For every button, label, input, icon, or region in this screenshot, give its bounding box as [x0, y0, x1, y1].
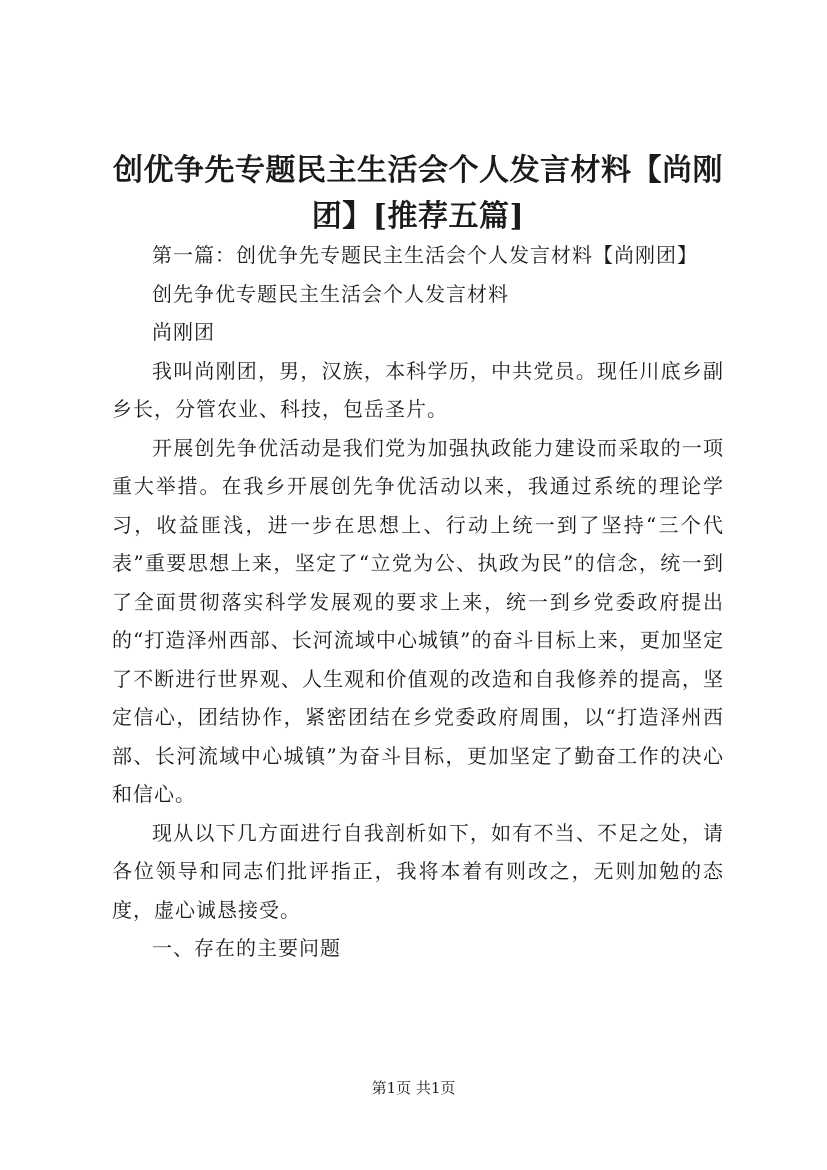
paragraph-main: 开展创先争优活动是我们党为加强执政能力建设而采取的一项重大举措。在我乡开展创先争优活动以来，我通过系统的理论学习，收益匪浅，进一步在思想上、行动上统一到了坚持“三个代表”重要思想上来，坚定了“立党为公、执政为民”的信念，统一到了全面贯彻落实科学发展观的要求上来，统一到乡党委政府提出的“打造泽州西部、长河流域中心城镇”的奋斗目标上来，更加坚定了不断进行世界观、人生观和价值观的改造和自我修养的提高，坚定信心，团结协作，紧密团结在乡党委政府周围，以“打造泽州西部、长河流域中心城镇”为奋斗目标，更加坚定了勤奋工作的决心和信心。	[112, 435, 724, 806]
author-name: 尚刚团	[152, 320, 215, 344]
paragraph-self-analysis: 现从以下几方面进行自我剖析如下，如有不当、不足之处，请各位领导和同志们批评指正，我将本着有则改之，无则加勉的态度，虚心诚恳接受。	[112, 820, 724, 922]
subtitle: 创先争优专题民主生活会个人发言材料	[152, 281, 509, 306]
page-footer: 第1页 共1页	[371, 1079, 456, 1097]
section-heading: 第一篇：创优争先专题民主生活会个人发言材料【尚刚团】	[152, 243, 698, 267]
document-title: 创优争先专题民主生活会个人发言材料【尚刚团】[推荐五篇]	[113, 153, 723, 234]
document-body	[112, 236, 724, 968]
section-heading-problems: 一、存在的主要问题	[152, 936, 341, 960]
paragraph-intro: 我叫尚刚团，男，汉族，本科学历，中共党员。现任川底乡副乡长，分管农业、科技，包岳圣片。	[112, 358, 724, 421]
